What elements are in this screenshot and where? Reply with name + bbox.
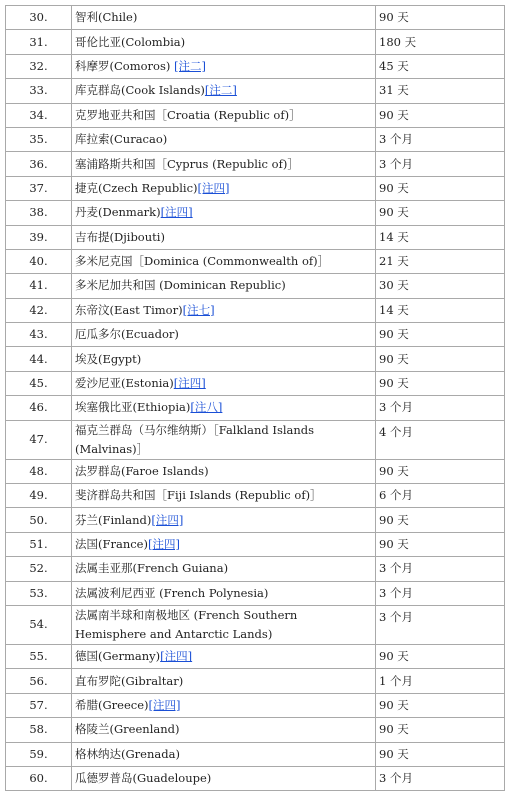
table-row	[6, 176, 505, 200]
stay-duration: 3 个月	[376, 127, 505, 151]
country-name: 埃及(Egypt)	[75, 351, 142, 366]
table-row	[6, 201, 505, 225]
row-number: 53.	[6, 581, 72, 605]
footnote-link[interactable]: [注四]	[147, 537, 180, 551]
stay-duration: 90 天	[376, 103, 505, 127]
country-name: 克罗地亚共和国［Croatia (Republic of)］	[75, 107, 301, 122]
country-cell	[72, 201, 376, 225]
country-name: 福克兰群岛（马尔维纳斯）［Falkland Islands (Malvinas)］	[75, 422, 315, 456]
table-row	[6, 103, 505, 127]
row-number: 36.	[6, 152, 72, 176]
footnote-link[interactable]: [注七]	[182, 302, 215, 317]
country-cell	[72, 459, 376, 483]
country-cell	[72, 152, 376, 176]
stay-duration: 90 天	[376, 323, 505, 347]
table-row	[6, 152, 505, 176]
stay-duration: 90 天	[376, 693, 505, 717]
row-number: 54.	[6, 605, 72, 644]
country-cell	[72, 79, 376, 103]
stay-duration: 90 天	[376, 347, 505, 371]
table-row	[6, 6, 505, 30]
country-name: 斐济群岛共和国［Fiji Islands (Republic of)］	[75, 488, 322, 503]
row-number: 49.	[6, 484, 72, 508]
country-name: 德国(Germany)	[75, 649, 161, 664]
country-cell	[72, 766, 376, 790]
country-cell	[72, 347, 376, 371]
row-number: 50.	[6, 508, 72, 532]
row-number: 51.	[6, 532, 72, 556]
country-name: 吉布提(Djibouti)	[75, 229, 165, 244]
stay-duration: 3 个月	[376, 766, 505, 790]
country-name: 库克群岛(Cook Islands)	[75, 83, 205, 98]
row-number: 48.	[6, 459, 72, 483]
stay-duration: 1 个月	[376, 669, 505, 693]
table-row	[6, 484, 505, 508]
row-number: 52.	[6, 557, 72, 581]
row-number: 47.	[6, 420, 72, 459]
stay-duration: 90 天	[376, 644, 505, 668]
country-cell	[72, 225, 376, 249]
table-row	[6, 420, 505, 459]
table-row	[6, 347, 505, 371]
stay-duration: 90 天	[376, 532, 505, 556]
country-name: 塞浦路斯共和国［Cyprus (Republic of)］	[75, 156, 299, 171]
stay-duration: 6 个月	[376, 484, 505, 508]
country-cell	[72, 693, 376, 717]
country-name: 芬兰(Finland)	[75, 512, 152, 527]
table-row	[6, 742, 505, 766]
country-cell	[72, 508, 376, 532]
country-name: 东帝汶(East Timor)	[75, 302, 183, 317]
country-cell	[72, 605, 376, 644]
country-name: 埃塞俄比亚(Ethiopia)	[75, 400, 191, 415]
country-name: 格林纳达(Grenada)	[75, 746, 180, 761]
footnote-link[interactable]: [注八]	[190, 400, 223, 415]
country-name: 丹麦(Denmark)	[75, 205, 161, 220]
country-name: 智利(Chile)	[75, 10, 138, 25]
table-row	[6, 693, 505, 717]
country-name: 法罗群岛(Faroe Islands)	[75, 463, 209, 478]
country-cell	[72, 581, 376, 605]
stay-duration: 30 天	[376, 274, 505, 298]
country-name: 捷克(Czech Republic)	[75, 180, 198, 195]
table-row	[6, 718, 505, 742]
row-number: 55.	[6, 644, 72, 668]
footnote-link[interactable]: [注四]	[173, 376, 206, 391]
stay-duration: 90 天	[376, 6, 505, 30]
stay-duration: 21 天	[376, 249, 505, 273]
table-row	[6, 127, 505, 151]
visa-free-table	[5, 5, 505, 791]
row-number: 39.	[6, 225, 72, 249]
country-cell	[72, 274, 376, 298]
row-number: 60.	[6, 766, 72, 790]
table-row	[6, 532, 505, 556]
country-cell	[72, 176, 376, 200]
country-name: 哥伦比亚(Colombia)	[75, 34, 186, 49]
table-body	[6, 6, 505, 791]
table-row	[6, 30, 505, 54]
row-number: 33.	[6, 79, 72, 103]
footnote-link[interactable]: [注四]	[160, 649, 193, 664]
country-cell	[72, 6, 376, 30]
table-row	[6, 249, 505, 273]
table-row	[6, 557, 505, 581]
row-number: 30.	[6, 6, 72, 30]
stay-duration: 90 天	[376, 718, 505, 742]
country-name: 厄瓜多尔(Ecuador)	[75, 327, 179, 342]
country-cell	[72, 718, 376, 742]
row-number: 34.	[6, 103, 72, 127]
country-cell	[72, 103, 376, 127]
stay-duration: 3 个月	[376, 396, 505, 420]
table-row	[6, 274, 505, 298]
stay-duration: 90 天	[376, 459, 505, 483]
footnote-link[interactable]: [注二]	[204, 83, 237, 98]
stay-duration: 90 天	[376, 742, 505, 766]
table-row	[6, 669, 505, 693]
country-name: 法属波利尼西亚 (French Polynesia)	[75, 585, 269, 600]
stay-duration: 180 天	[376, 30, 505, 54]
row-number: 31.	[6, 30, 72, 54]
table-row	[6, 225, 505, 249]
country-cell	[72, 396, 376, 420]
row-number: 32.	[6, 54, 72, 78]
table-row	[6, 508, 505, 532]
stay-duration: 14 天	[376, 298, 505, 322]
country-cell	[72, 644, 376, 668]
table-row	[6, 766, 505, 790]
country-name: 瓜德罗普岛(Guadeloupe)	[75, 771, 212, 786]
footnote-link[interactable]: [注四]	[197, 180, 230, 195]
row-number: 35.	[6, 127, 72, 151]
country-name: 希腊(Greece)	[75, 697, 149, 712]
table-row	[6, 371, 505, 395]
country-name: 法属圭亚那(French Guiana)	[75, 561, 229, 576]
row-number: 41.	[6, 274, 72, 298]
country-cell	[72, 532, 376, 556]
row-number: 57.	[6, 693, 72, 717]
stay-duration: 45 天	[376, 54, 505, 78]
table-row	[6, 54, 505, 78]
country-cell	[72, 30, 376, 54]
footnote-link[interactable]: [注四]	[160, 205, 193, 220]
country-cell	[72, 127, 376, 151]
row-number: 38.	[6, 201, 72, 225]
country-cell	[72, 484, 376, 508]
stay-duration: 4 个月	[376, 420, 505, 459]
row-number: 43.	[6, 323, 72, 347]
country-name: 直布罗陀(Gibraltar)	[75, 673, 184, 688]
country-name: 科摩罗(Comoros)	[75, 58, 175, 73]
stay-duration: 31 天	[376, 79, 505, 103]
row-number: 58.	[6, 718, 72, 742]
country-name: 多米尼克国［Dominica (Commonwealth of)］	[75, 254, 330, 269]
stay-duration: 90 天	[376, 176, 505, 200]
row-number: 40.	[6, 249, 72, 273]
country-cell	[72, 557, 376, 581]
country-name: 爱沙尼亚(Estonia)	[75, 376, 174, 391]
country-name: 库拉索(Curacao)	[75, 132, 168, 147]
stay-duration: 3 个月	[376, 152, 505, 176]
country-name: 法国(France)	[75, 537, 148, 551]
table-row	[6, 459, 505, 483]
stay-duration: 3 个月	[376, 557, 505, 581]
country-cell	[72, 420, 376, 459]
country-cell	[72, 249, 376, 273]
stay-duration: 3 个月	[376, 605, 505, 644]
country-cell	[72, 323, 376, 347]
row-number: 44.	[6, 347, 72, 371]
row-number: 45.	[6, 371, 72, 395]
footnote-link[interactable]: [注二]	[174, 58, 206, 73]
row-number: 59.	[6, 742, 72, 766]
stay-duration: 90 天	[376, 371, 505, 395]
table-row	[6, 605, 505, 644]
table-row	[6, 396, 505, 420]
country-cell	[72, 669, 376, 693]
table-row	[6, 323, 505, 347]
country-cell	[72, 742, 376, 766]
row-number: 37.	[6, 176, 72, 200]
country-cell	[72, 371, 376, 395]
footnote-link[interactable]: [注四]	[148, 697, 181, 712]
table-row	[6, 79, 505, 103]
country-cell	[72, 54, 376, 78]
table-row	[6, 298, 505, 322]
stay-duration: 3 个月	[376, 581, 505, 605]
stay-duration: 90 天	[376, 201, 505, 225]
stay-duration: 90 天	[376, 508, 505, 532]
stay-duration: 14 天	[376, 225, 505, 249]
row-number: 46.	[6, 396, 72, 420]
table-row	[6, 581, 505, 605]
row-number: 42.	[6, 298, 72, 322]
country-name: 法属南半球和南极地区 (French Southern Hemisphere and Antarctic Lands)	[75, 607, 298, 641]
row-number: 56.	[6, 669, 72, 693]
country-cell	[72, 298, 376, 322]
country-name: 多米尼加共和国 (Dominican Republic)	[75, 278, 286, 293]
footnote-link[interactable]: [注四]	[151, 512, 184, 527]
table-row	[6, 644, 505, 668]
country-name: 格陵兰(Greenland)	[75, 722, 180, 737]
